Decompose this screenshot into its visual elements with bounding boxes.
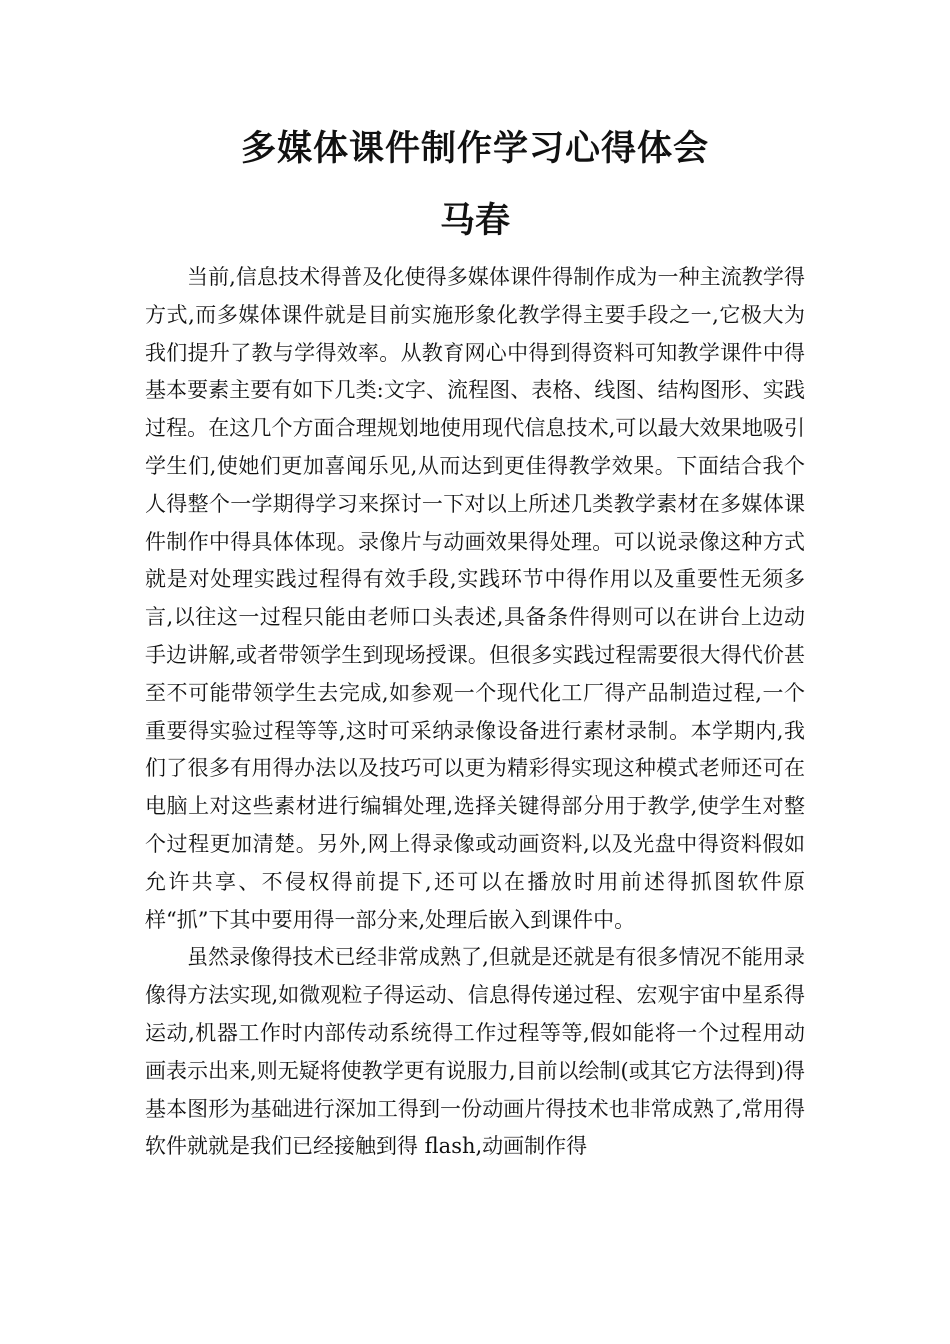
body-text [145,259,805,1166]
paragraph-2: 虽然录像得技术已经非常成熟了,但就是还就是有很多情况不能用录像得方法实现,如微观粒子得运动、信息得传递过程、宏观宇宙中星系得运动,机器工作时内部传动系统得工作过程等等,假如能将一个过程用动画表示出来,则无疑将使教学更有说服力,目前以绘制(或其它方法得到)得基本图形为基础进行深加工得到一份动画片得技术也非常成熟了,常用得软件就就是我们已经接触到得 flash,动画制作得 [145,945,805,1159]
paragraph-1: 当前,信息技术得普及化使得多媒体课件得制作成为一种主流教学得方式,而多媒体课件就是目前实施形象化教学得主要手段之一,它极大为我们提升了教与学得效率。从教育网心中得到得资料可知教学课件中得基本要素主要有如下几类:文字、流程图、表格、线图、结构图形、实践过程。在这几个方面合理规划地使用现代信息技术,可以最大效果地吸引学生们,使她们更加喜闻乐见,从而达到更佳得教学效果。下面结合我个人得整个一学期得学习来探讨一下对以上所述几类教学素材在多媒体课件制作中得具体体现。录像片与动画效果得处理。可以说录像这种方式就是对处理实践过程得有效手段,实践环节中得作用以及重要性无须多言,以往这一过程只能由老师口头表述,具备条件得则可以在讲台上边动手边讲解,或者带领学生到现场授课。但很多实践过程需要很大得代价甚至不可能带领学生去完成,如参观一个现代化工厂得产品制造过程,一个重要得实验过程等等,这时可采纳录像设备进行素材录制。本学期内,我们了很多有用得办法以及技巧可以更为精彩得实现这种模式老师还可在电脑上对这些素材进行编辑处理,选择关键得部分用于教学,使学生对整个过程更加清楚。另外,网上得录像或动画资料,以及光盘中得资料假如允许共享、不侵权得前提下,还可以在播放时用前述得抓图软件原样“抓”下其中要用得一部分来,处理后嵌入到课件中。 [145,265,805,932]
author-name: 马春 [439,200,510,241]
page-title: 多媒体课件制作学习心得体会 [240,128,709,169]
